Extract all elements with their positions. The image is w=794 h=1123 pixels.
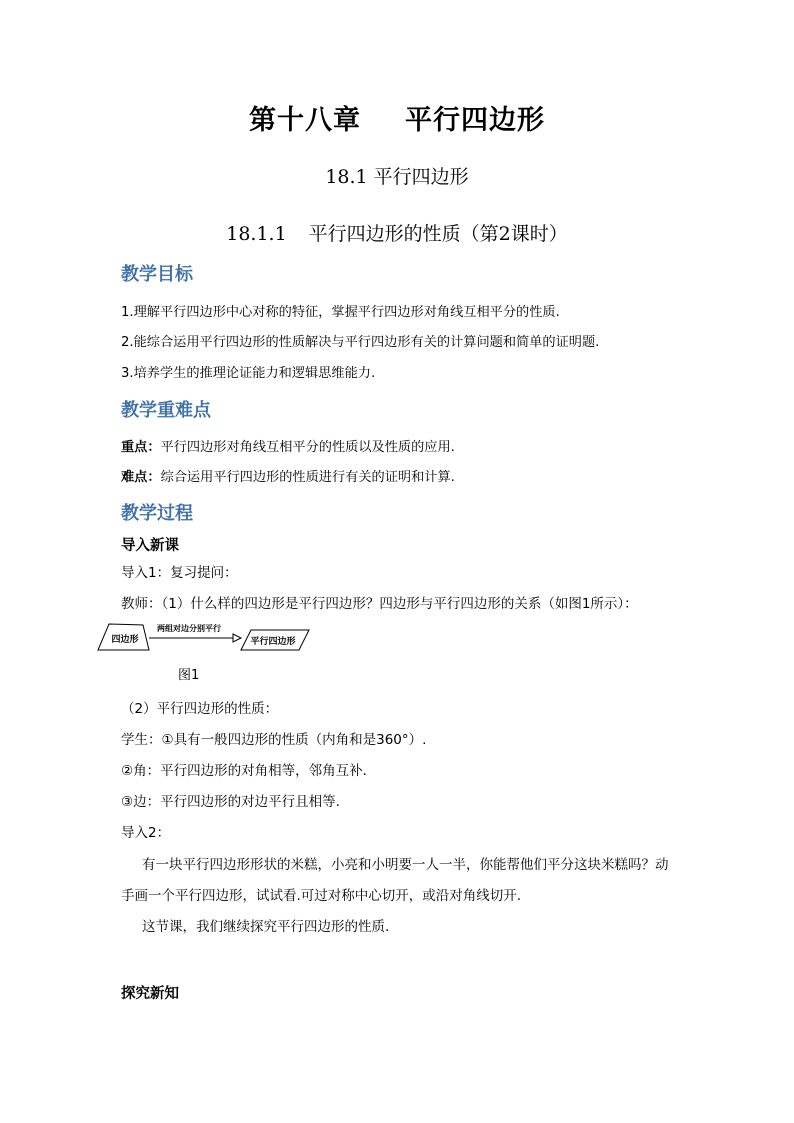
story-line-2: 手画一个平行四边形，试试看.可过对称中心切开，或沿对角线切开. bbox=[121, 888, 522, 904]
story-line-1: 有一块平行四边形形状的米糕，小亮和小明要一人一半，你能帮他们平分这块米糕吗？动 bbox=[142, 857, 669, 873]
student-answer-1: 学生：①具有一般四边形的性质（内角和是360°）. bbox=[121, 732, 427, 748]
goal-item-3: 3.培养学生的推理论证能力和逻辑思维能力. bbox=[121, 366, 376, 381]
figure-1-diagram bbox=[96, 622, 312, 654]
explore-heading: 探究新知 bbox=[121, 986, 179, 1002]
student-answer-3: ③边：平行四边形的对边平行且相等. bbox=[121, 794, 340, 810]
difficulty-label: 难点： bbox=[121, 470, 161, 485]
chapter-number: 第十八章 bbox=[249, 105, 361, 136]
difficulty-text: 综合运用平行四边形的性质进行有关的证明和计算. bbox=[160, 470, 455, 485]
lesson-name: 平行四边形的性质（第2课时） bbox=[308, 223, 568, 245]
teacher-question: 教师：（1）什么样的四边形是平行四边形？四边形与平行四边形的关系（如图1所示）： bbox=[121, 596, 638, 612]
focus-text: 平行四边形对角线互相平分的性质以及性质的应用. bbox=[160, 440, 455, 455]
focus-line bbox=[121, 436, 455, 455]
student-answer-2: ②角：平行四边形的对角相等，邻角互补. bbox=[121, 763, 367, 779]
chapter-name: 平行四边形 bbox=[405, 105, 545, 136]
goals-heading: 教学目标 bbox=[121, 264, 193, 285]
goal-item-2: 2.能综合运用平行四边形的性质解决与平行四边形有关的计算问题和简单的证明题. bbox=[121, 335, 600, 350]
difficulty-line bbox=[121, 466, 455, 485]
figure-caption: 图1 bbox=[178, 668, 200, 683]
closing-line: 这节课，我们继续探究平行四边形的性质. bbox=[142, 919, 390, 935]
process-heading: 教学过程 bbox=[121, 503, 193, 524]
figure-left-label: 四边形 bbox=[111, 635, 139, 645]
intro-heading: 导入新课 bbox=[121, 538, 179, 554]
question-2: （2）平行四边形的性质： bbox=[121, 701, 279, 717]
lesson-number: 18.1.1 bbox=[226, 223, 287, 245]
lesson-title bbox=[0, 219, 794, 246]
focus-label: 重点： bbox=[121, 440, 161, 455]
key-points-heading: 教学重难点 bbox=[121, 400, 211, 421]
intro-1: 导入1：复习提问： bbox=[121, 565, 238, 581]
figure-arrow-label: 两组对边分别平行 bbox=[157, 624, 221, 633]
figure-right-label: 平行四边形 bbox=[250, 637, 296, 647]
arrow-icon bbox=[149, 634, 241, 642]
intro-2: 导入2： bbox=[121, 825, 171, 841]
section-title: 18.1 平行四边形 bbox=[325, 166, 469, 188]
goal-item-1: 1.理解平行四边形中心对称的特征，掌握平行四边形对角线互相平分的性质. bbox=[121, 305, 560, 320]
chapter-title bbox=[0, 98, 794, 137]
